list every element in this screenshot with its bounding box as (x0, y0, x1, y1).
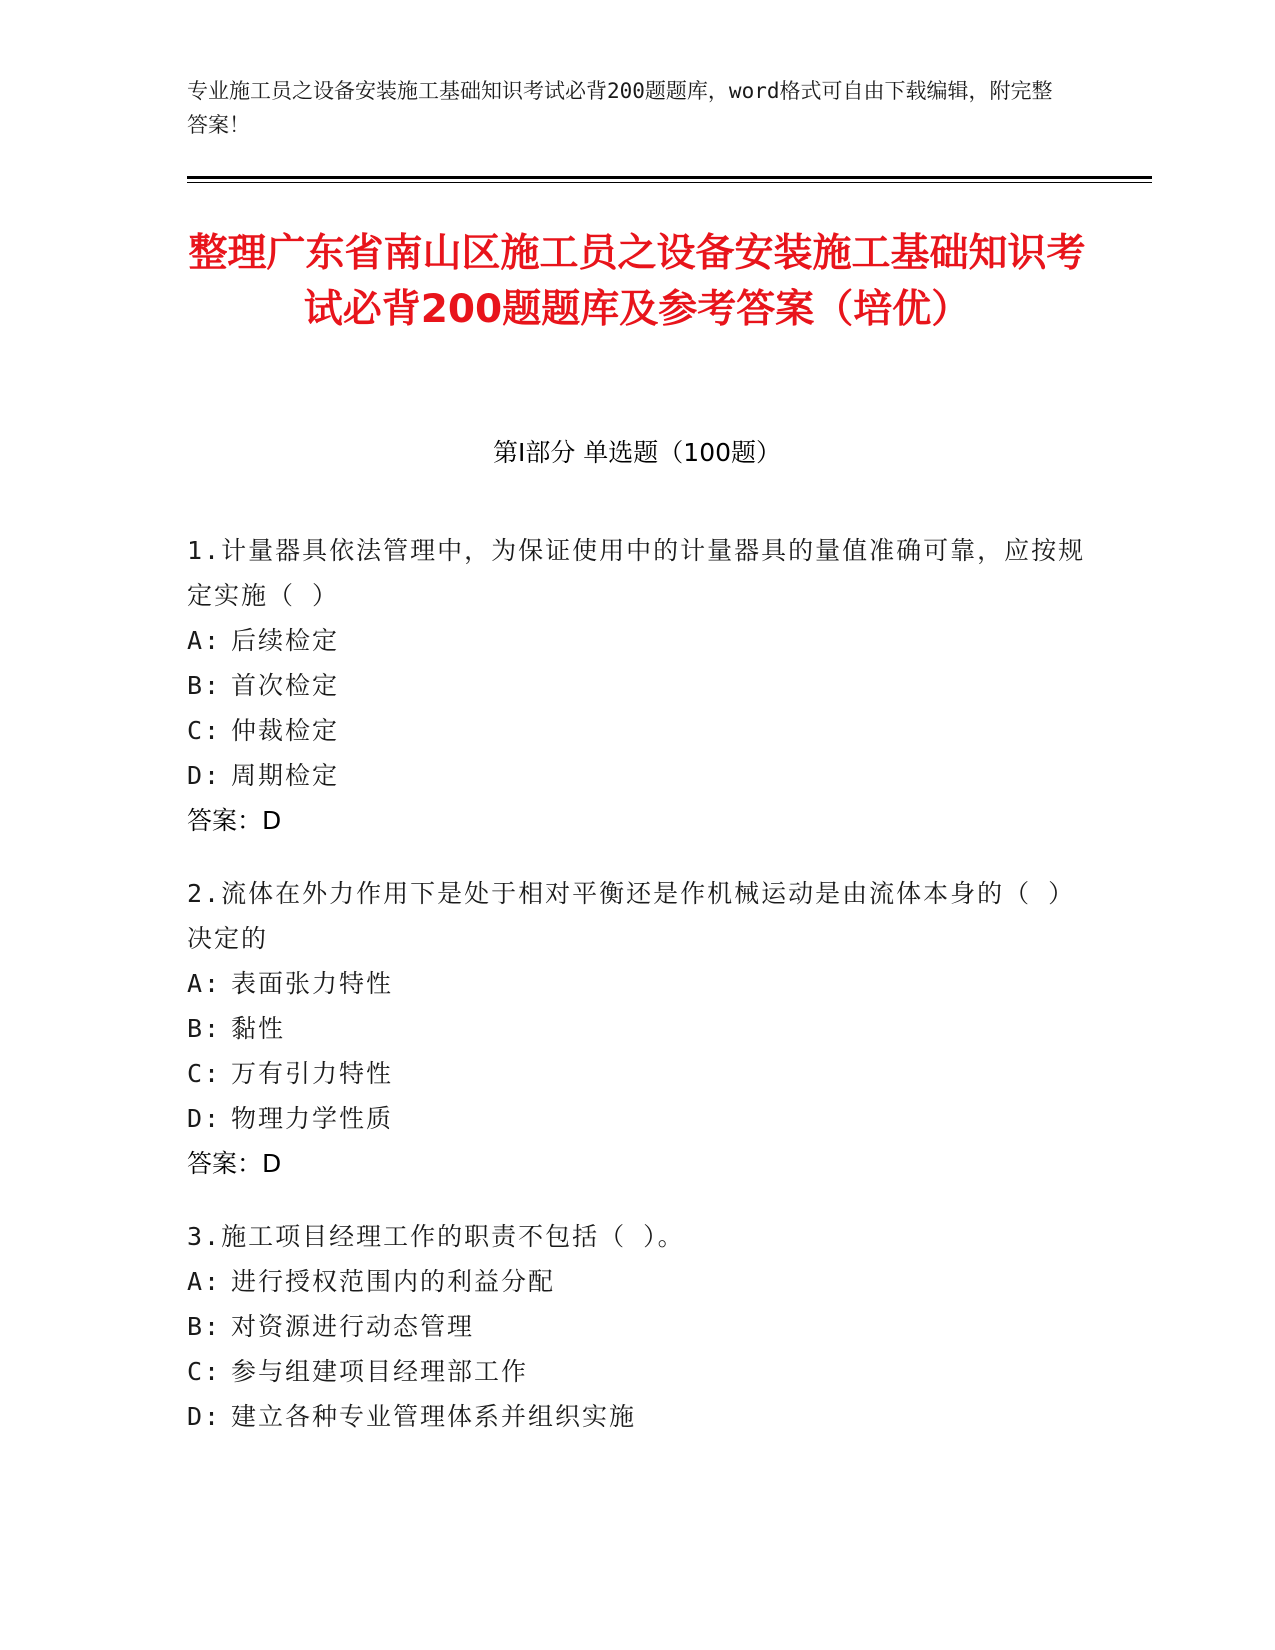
option-d (187, 1096, 1087, 1141)
answer-line: 答案：D (187, 806, 282, 835)
answer-line: 答案：D (187, 1149, 282, 1178)
question-stem: 2.流体在外力作用下是处于相对平衡还是作机械运动是由流体本身的（ ）决定的 (187, 879, 1076, 953)
option-text: 后续检定 (231, 626, 340, 655)
option-key: A: (187, 969, 222, 998)
option-b (187, 663, 1087, 708)
option-text: 黏性 (231, 1014, 286, 1043)
option-text: 首次检定 (231, 671, 340, 700)
option-text: 参与组建项目经理部工作 (231, 1357, 529, 1386)
option-d (187, 753, 1087, 798)
option-b (187, 1006, 1087, 1051)
option-key: C: (187, 1357, 222, 1386)
option-a (187, 1259, 1087, 1304)
option-a (187, 618, 1087, 663)
option-key: B: (187, 1312, 222, 1341)
option-a (187, 961, 1087, 1006)
option-c (187, 1051, 1087, 1096)
question-stem: 1.计量器具依法管理中，为保证使用中的计量器具的量值准确可靠，应按规定实施（ ） (187, 536, 1086, 610)
option-text: 对资源进行动态管理 (231, 1312, 475, 1341)
option-key: C: (187, 1059, 222, 1088)
option-text: 建立各种专业管理体系并组织实施 (231, 1402, 637, 1431)
option-key: A: (187, 626, 222, 655)
option-key: B: (187, 1014, 222, 1043)
question-1 (187, 528, 1087, 843)
option-text: 仲裁检定 (231, 716, 340, 745)
question-2 (187, 871, 1087, 1186)
option-key: D: (187, 761, 222, 790)
document-title: 整理广东省南山区施工员之设备安装施工基础知识考试必背200题题库及参考答案（培优） (188, 231, 1086, 332)
option-b (187, 1304, 1087, 1349)
option-text: 进行授权范围内的利益分配 (231, 1267, 556, 1296)
option-text: 万有引力特性 (231, 1059, 394, 1088)
option-key: C: (187, 716, 222, 745)
header-divider-thick (187, 176, 1152, 179)
option-key: B: (187, 671, 222, 700)
option-key: D: (187, 1402, 222, 1431)
option-text: 物理力学性质 (231, 1104, 394, 1133)
option-key: D: (187, 1104, 222, 1133)
header-note: 专业施工员之设备安装施工基础知识考试必背200题题库，word格式可自由下载编辑，附完整答案！ (187, 79, 1053, 137)
option-key: A: (187, 1267, 222, 1296)
option-text: 表面张力特性 (231, 969, 394, 998)
option-d (187, 1394, 1087, 1439)
option-text: 周期检定 (231, 761, 340, 790)
question-stem: 3.施工项目经理工作的职责不包括（ ）。 (187, 1222, 685, 1251)
option-c (187, 708, 1087, 753)
option-c (187, 1349, 1087, 1394)
question-3 (187, 1214, 1087, 1439)
section-title: 第Ⅰ部分 单选题（100题） (492, 438, 782, 467)
question-list (187, 528, 1087, 1467)
header-divider-thin (187, 182, 1152, 183)
